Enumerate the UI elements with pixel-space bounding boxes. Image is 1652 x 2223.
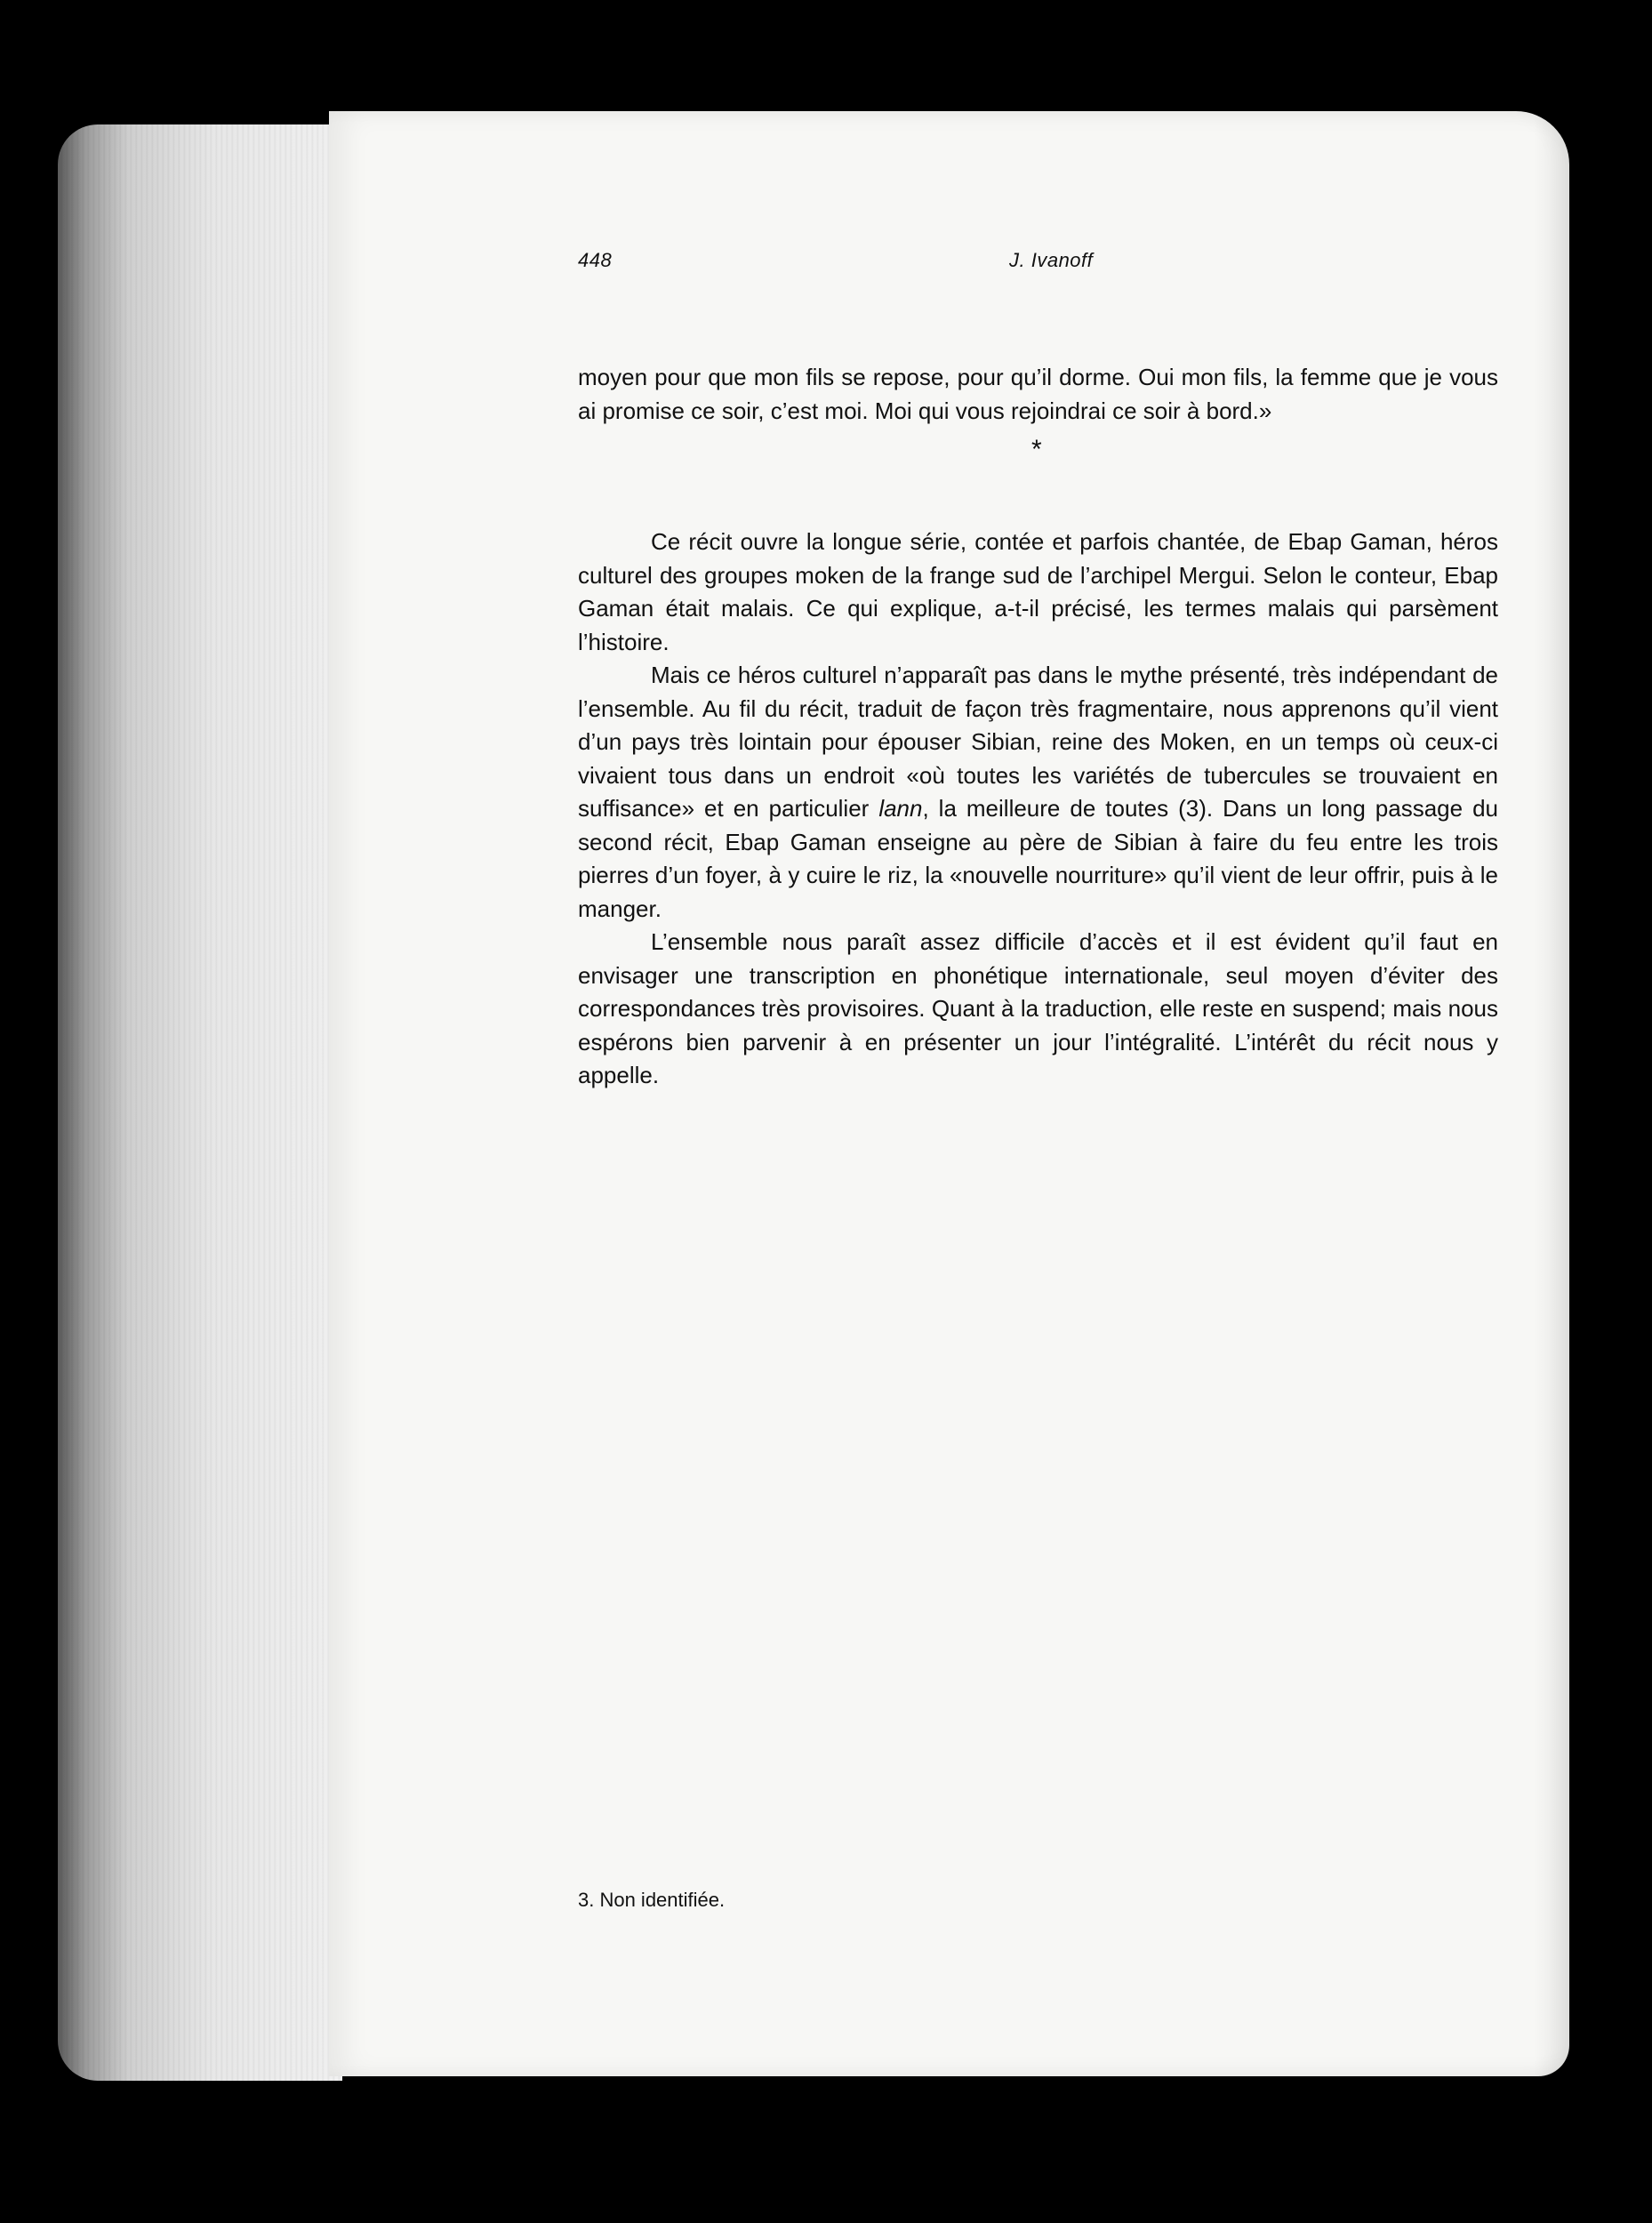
paragraph-hero [578,659,1498,926]
paragraph-intro: Ce récit ouvre la longue série, contée et parfois chantée, de Ebap Gaman, héros culturel des groupes moken de la frange sud de l’archipel Mergui. Selon le conteur, Ebap Gaman était malais. Ce qui explique, a-t-il précisé, les termes malais qui parsèment l’histoire. [578,528,1498,655]
footnote: 3. Non identifiée. [578,1889,726,1911]
paragraph-conclusion: L’ensemble nous paraît assez difficile d’accès et il est évident qu’il faut en envisager une transcription en phonétique internationale, seul moyen d’éviter des correspondances très provisoires. Quant à la traduction, elle reste en suspend; mais nous espérons bien parvenir à en présenter un jour l’intégralité. L’intérêt du récit nous y appelle. [578,928,1498,1088]
page-header [578,249,1512,281]
page-number: 448 [578,249,613,271]
paragraph-continuation: moyen pour que mon fils se repose, pour qu’il dorme. Oui mon fils, la femme que je vous ai promise ce soir, c’est moi. Moi qui vous rejoindrai ce soir à bord.» [578,364,1498,424]
running-head-author: J. Ivanoff [1009,249,1094,271]
section-separator [578,428,1498,526]
book-page-edges [58,124,342,2081]
paragraph-hero-text-2: , la meilleure de toutes (3). Dans un long passage du second récit, Ebap Gaman enseigne au père de Sibian à faire du feu entre les trois pierres d’un foyer, à y cuire le riz, la «nouvelle nourriture» qu’il vient de leur offrir, puis à le manger. [578,795,1499,922]
page-curve-shadow [1534,111,1569,2076]
paragraph-hero-italic-term: lann [878,795,923,822]
paragraph-hero-text-1: Mais ce héros culturel n’apparaît pas dans le mythe présenté, très indépendant de l’ensemble. Au fil du récit, traduit de façon très fragmentaire, nous apprenons qu’il vient d’un pays très lointain pour épouser Sibian, reine des Moken, en un temps où ceux-ci vivaient tous dans un endroit «où toutes les variétés de tubercules se trouvaient en suffisance» et en particulier [578,662,1498,822]
body-text [578,361,1498,1093]
separator-asterisk: * [1031,435,1042,464]
